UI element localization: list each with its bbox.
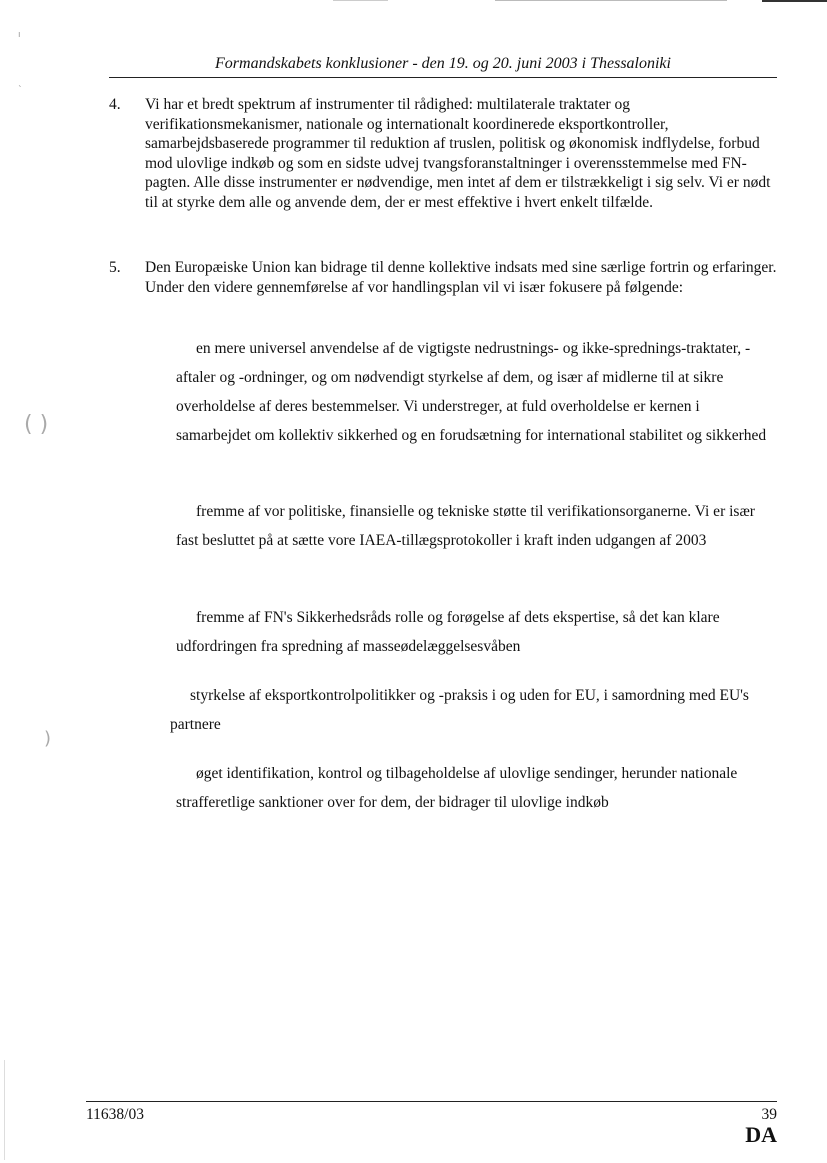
list-item: [176, 334, 776, 450]
list-item: [176, 603, 776, 661]
scan-artifact: [495, 0, 727, 1]
scan-mark: ˎ: [18, 78, 23, 88]
footer-rule: [86, 1101, 777, 1102]
paragraph-5: [109, 258, 779, 318]
punch-hole-mark: ( ): [24, 412, 49, 437]
scan-artifact: [4, 1060, 5, 1160]
page-number: 39: [761, 1106, 777, 1123]
paragraph-text: Den Europæiske Union kan bidrage til denne kollektive indsats med sine særlige fortrin og erfaringer. Under den videre gennemførelse af vor handlingsplan vil vi især fokusere på følgende:: [145, 259, 777, 296]
list-item-text: fremme af vor politiske, finansielle og tekniske støtte til verifikationsorganerne. Vi er især fast besluttet på at sætte vore IAEA-tillægsprotokoller i kraft inden udgangen af 2003: [176, 503, 755, 549]
scan-artifact: [762, 0, 827, 2]
header-rule: [109, 77, 777, 78]
paragraph-4: [109, 95, 779, 235]
document-number: 11638/03: [86, 1106, 144, 1123]
list-item-text: fremme af FN's Sikkerhedsråds rolle og forøgelse af dets ekspertise, så det kan klare udfordringen fra spredning af masseødelæggelsesvåben: [176, 609, 720, 655]
list-item: [170, 681, 770, 739]
paragraph-number: 4.: [109, 96, 121, 113]
page-header: Formandskabets konklusioner - den 19. og 20. juni 2003 i Thessaloniki: [215, 55, 671, 72]
paragraph-text: Vi har et bredt spektrum af instrumenter til rådighed: multilaterale traktater og verifikationsmekanismer, nationale og internationalt koordinerede eksportkontroller, samarbejdsbaserede programmer til reduktion af truslen, politisk og økonomisk indflydelse, forbud mod ulovlige indkøb og som en sidste udvej tvangsforanstaltninger i overensstemmelse med FN-pagten. Alle disse instrumenter er nødvendige, men intet af dem er tilstrækkeligt i sig selv. Vi er nødt til at styrke dem alle og anvende dem, der er mest effektive i hvert enkelt tilfælde.: [145, 96, 771, 211]
scan-mark: ı: [18, 30, 21, 40]
list-item-text: øget identifikation, kontrol og tilbageholdelse af ulovlige sendinger, herunder nationale strafferetlige sanktioner over for dem, der bidrager til ulovlige indkøb: [176, 765, 738, 811]
list-item-text: en mere universel anvendelse af de vigtigste nedrustnings- og ikke-sprednings-traktater, -aftaler og -ordninger, og om nødvendigt styrkelse af dem, og især af midlerne til at sikre overholdelse af deres bestemmelser. Vi understreger, at fuld overholdelse er kernen i samarbejdet om kollektiv sikkerhed og en forudsætning for international stabilitet og sikkerhed: [176, 340, 767, 444]
list-item: [176, 759, 776, 817]
punch-hole-mark: ): [44, 728, 52, 749]
list-item: [176, 497, 776, 555]
scan-artifact: [333, 0, 388, 1]
paragraph-number: 5.: [109, 259, 121, 276]
list-item-text: styrkelse af eksportkontrolpolitikker og -praksis i og uden for EU, i samordning med EU's partnere: [170, 687, 749, 733]
language-code: DA: [745, 1122, 777, 1147]
